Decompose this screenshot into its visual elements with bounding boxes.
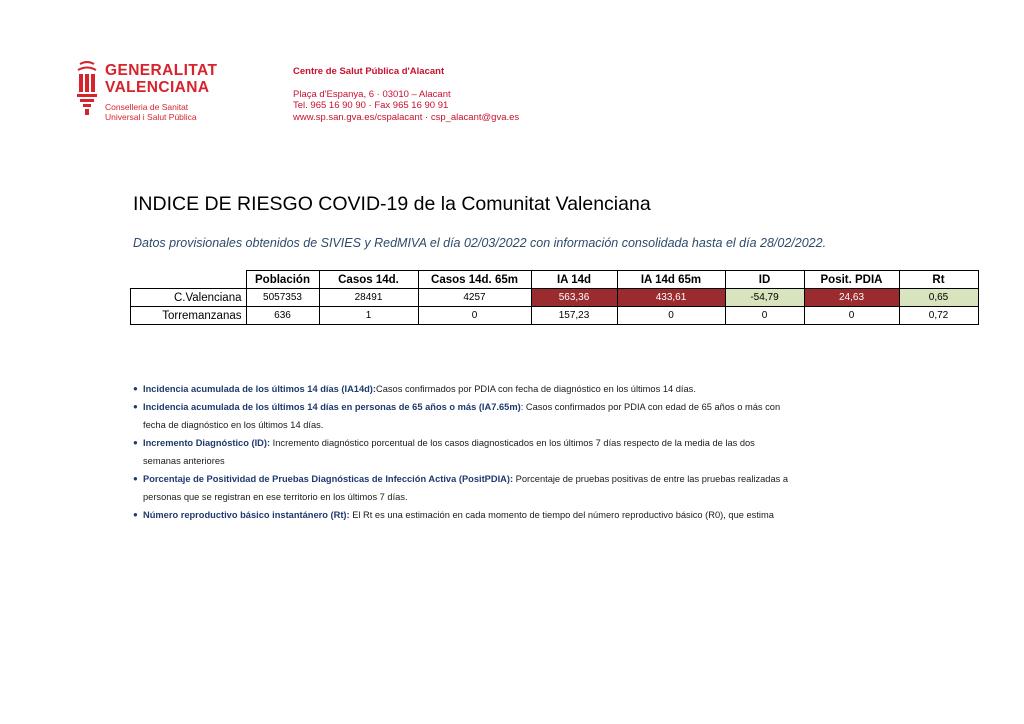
definition-text: Casos confirmados por PDIA con fecha de diagnóstico en los últimos 14 días. xyxy=(376,384,696,394)
header-corner xyxy=(131,271,247,289)
table-cell: 0 xyxy=(804,307,899,325)
list-item xyxy=(133,470,813,506)
page-subtitle: Datos provisionales obtenidos de SIVIES y RedMIVA el día 02/03/2022 con información consolidada hasta el día 28/02/2022. xyxy=(133,236,827,250)
center-name: Centre de Salut Pública d'Alacant xyxy=(293,66,445,77)
table-cell: 1 xyxy=(319,307,418,325)
generalitat-logo xyxy=(74,60,244,126)
definition-continuation: fecha de diagnóstico en los últimos 14 días. xyxy=(143,420,324,430)
center-web-link[interactable]: www.sp.san.gva.es/cspalacant · csp_alacant@gva.es xyxy=(293,111,520,123)
definition-text: El Rt es una estimación en cada momento de tiempo del número reproductivo básico (R0), que estima xyxy=(349,510,774,520)
column-header: Posit. PDIA xyxy=(804,271,899,289)
table-cell: 563,36 xyxy=(531,289,617,307)
table-cell: 0 xyxy=(418,307,531,325)
center-address: Plaça d'Espanya, 6 · 03010 – Alacant xyxy=(293,88,451,100)
logo-line-1: GENERALITAT xyxy=(105,62,218,79)
bullet-icon: ● xyxy=(133,510,138,519)
center-phone: Tel. 965 16 90 90 · Fax 965 16 90 91 xyxy=(293,100,449,111)
table-cell: 157,23 xyxy=(531,307,617,325)
logo-sub-line-1: Conselleria de Sanitat xyxy=(105,102,189,112)
logo-line-2: VALENCIANA xyxy=(105,79,210,96)
logo-sub-line-2: Universal i Salut Pública xyxy=(105,112,197,122)
definition-term: Incremento Diagnóstico (ID): xyxy=(143,438,271,448)
table-cell: 433,61 xyxy=(617,289,725,307)
column-header: Rt xyxy=(899,271,978,289)
bullet-icon: ● xyxy=(133,402,138,411)
table-cell: 0,65 xyxy=(899,289,978,307)
list-item xyxy=(133,434,813,470)
column-header: IA 14d xyxy=(531,271,617,289)
row-name: Torremanzanas xyxy=(131,307,247,325)
list-item xyxy=(133,380,813,398)
definition-term: Incidencia acumulada de los últimos 14 días en personas de 65 años o más (IA7.65m) xyxy=(143,402,521,412)
table-cell: 636 xyxy=(246,307,319,325)
table-cell: 24,63 xyxy=(804,289,899,307)
table-cell: 0 xyxy=(725,307,804,325)
table-row xyxy=(131,289,979,307)
definition-text: : Casos confirmados por PDIA con edad de 65 años o más con xyxy=(520,402,781,412)
page-title: INDICE DE RIESGO COVID-19 de la Comunitat Valenciana xyxy=(133,193,651,215)
table-cell: 0,72 xyxy=(899,307,978,325)
table-cell: 28491 xyxy=(319,289,418,307)
definition-term: Porcentaje de Positividad de Pruebas Diagnósticas de Infección Activa (PositPDIA): xyxy=(143,474,514,484)
list-item xyxy=(133,506,813,524)
logo-subtitle xyxy=(105,102,197,122)
column-header: IA 14d 65m xyxy=(617,271,725,289)
column-header: Casos 14d. xyxy=(319,271,418,289)
table-cell: 5057353 xyxy=(246,289,319,307)
definition-term: Número reproductivo básico instantánero (Rt): xyxy=(143,510,350,520)
definition-term: Incidencia acumulada de los últimos 14 días (IA14d): xyxy=(143,384,377,394)
list-item xyxy=(133,398,813,434)
coat-of-arms-icon xyxy=(74,60,100,118)
column-header: Población xyxy=(246,271,319,289)
definition-continuation: semanas anteriores xyxy=(143,456,225,466)
row-name: C.Valenciana xyxy=(131,289,247,307)
table-header-row xyxy=(131,271,979,289)
table-cell: 0 xyxy=(617,307,725,325)
table-cell: 4257 xyxy=(418,289,531,307)
definition-text: Incremento diagnóstico porcentual de los casos diagnosticados en los últimos 7 días respecto de la media de las dos xyxy=(270,438,755,448)
column-header: Casos 14d. 65m xyxy=(418,271,531,289)
column-header: ID xyxy=(725,271,804,289)
bullet-icon: ● xyxy=(133,384,138,393)
bullet-icon: ● xyxy=(133,474,138,483)
definition-text: Porcentaje de pruebas positivas de entre las pruebas realizadas a xyxy=(513,474,789,484)
definition-continuation: personas que se registran en ese territorio en los últimos 7 días. xyxy=(143,492,408,502)
risk-index-table xyxy=(130,270,979,325)
definitions-list xyxy=(133,380,813,524)
center-contact-block xyxy=(293,66,519,123)
table-cell: -54,79 xyxy=(725,289,804,307)
bullet-icon: ● xyxy=(133,438,138,447)
logo-wordmark xyxy=(105,62,217,96)
table-row xyxy=(131,307,979,325)
